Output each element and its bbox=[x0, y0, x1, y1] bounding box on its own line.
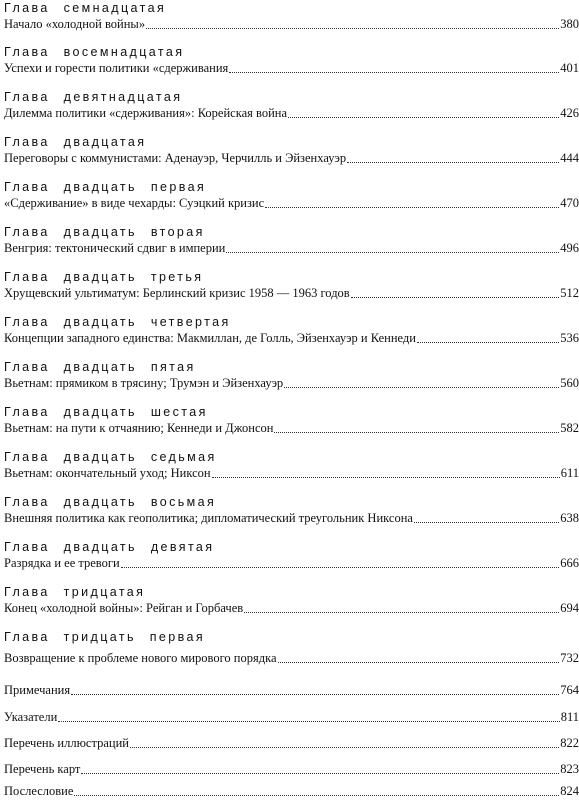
entry-title: Перечень иллюстраций bbox=[4, 736, 129, 750]
chapter-label: Глава двадцать пятая bbox=[4, 360, 196, 374]
page-number: 666 bbox=[560, 556, 579, 570]
chapter-title: Внешняя политика как геополитика; дипломатический треугольник Никсона bbox=[4, 511, 413, 525]
chapter-label: Глава семнадцатая bbox=[4, 1, 167, 15]
chapter-label: Глава двадцатая bbox=[4, 135, 147, 149]
dot-leader bbox=[130, 745, 559, 748]
toc-entry-indexes bbox=[4, 710, 579, 725]
dot-leader bbox=[212, 475, 560, 478]
dot-leader bbox=[146, 26, 559, 29]
entry-title: Указатели bbox=[4, 710, 58, 724]
chapter-title: Разрядка и ее тревоги bbox=[4, 556, 120, 570]
entry-title: Перечень карт bbox=[4, 762, 81, 776]
chapter-label: Глава тридцатая bbox=[4, 585, 146, 599]
page-number: 732 bbox=[560, 651, 579, 665]
chapter-label: Глава двадцать девятая bbox=[4, 540, 215, 554]
dot-leader bbox=[284, 385, 559, 388]
toc-entry-maps bbox=[4, 762, 579, 777]
chapter-title: Вьетнам: прямиком в трясину; Трумэн и Эйзенхауэр bbox=[4, 376, 284, 390]
chapter-title: Вьетнам: на пути к отчаянию; Кеннеди и Джонсон bbox=[4, 421, 274, 435]
dot-leader bbox=[278, 660, 560, 663]
dot-leader bbox=[121, 565, 560, 568]
dot-leader bbox=[81, 771, 559, 774]
page-number: 638 bbox=[560, 511, 579, 525]
page-number: 694 bbox=[560, 601, 579, 615]
page-number: 444 bbox=[560, 151, 579, 165]
chapter-entry bbox=[4, 511, 579, 526]
chapter-entry bbox=[4, 61, 579, 76]
entry-title: Примечания bbox=[4, 683, 71, 697]
dot-leader bbox=[71, 692, 559, 695]
page-number: 401 bbox=[560, 61, 579, 75]
toc-entry-illustrations bbox=[4, 736, 579, 751]
chapter-label: Глава двадцать третья bbox=[4, 270, 204, 284]
page-number: 822 bbox=[560, 736, 579, 750]
dot-leader bbox=[265, 205, 559, 208]
dot-leader bbox=[414, 520, 559, 523]
page-number: 470 bbox=[560, 196, 579, 210]
toc-entry-afterword bbox=[4, 784, 579, 799]
chapter-entry bbox=[4, 466, 579, 481]
chapter-title: Хрущевский ультиматум: Берлинский кризис 1958 — 1963 годов bbox=[4, 286, 350, 300]
chapter-entry bbox=[4, 421, 579, 436]
chapter-entry bbox=[4, 601, 579, 616]
dot-leader bbox=[74, 793, 559, 796]
chapter-title: Дилемма политики «сдерживания»: Корейская война bbox=[4, 106, 287, 120]
chapter-title: Успехи и горести политики «сдерживания bbox=[4, 61, 229, 75]
chapter-title: Конец «холодной войны»: Рейган и Горбачев bbox=[4, 601, 244, 615]
dot-leader bbox=[229, 70, 559, 73]
page-number: 380 bbox=[560, 17, 579, 31]
chapter-title: Концепции западного единства: Макмиллан, де Голль, Эйзенхауэр и Кеннеди bbox=[4, 331, 416, 345]
chapter-label: Глава двадцать четвертая bbox=[4, 315, 231, 329]
chapter-entry bbox=[4, 376, 579, 391]
chapter-title: Венгрия: тектонический сдвиг в империи bbox=[4, 241, 226, 255]
chapter-label: Глава двадцать вторая bbox=[4, 225, 205, 239]
page-number: 823 bbox=[560, 762, 579, 776]
chapter-label: Глава двадцать восьмая bbox=[4, 495, 217, 509]
chapter-label: Глава тридцать первая bbox=[4, 630, 206, 644]
chapter-entry bbox=[4, 17, 579, 32]
page-number: 512 bbox=[560, 286, 579, 300]
dot-leader bbox=[347, 160, 559, 163]
chapter-entry bbox=[4, 106, 579, 121]
chapter-label: Глава двадцать первая bbox=[4, 180, 207, 194]
dot-leader bbox=[244, 610, 559, 613]
dot-leader bbox=[417, 340, 559, 343]
page-number: 611 bbox=[560, 466, 579, 480]
dot-leader bbox=[226, 250, 559, 253]
dot-leader bbox=[288, 115, 559, 118]
chapter-title: Возвращение к проблеме нового мирового порядка bbox=[4, 651, 277, 665]
chapter-entry bbox=[4, 556, 579, 571]
chapter-entry bbox=[4, 196, 579, 211]
chapter-entry bbox=[4, 151, 579, 166]
dot-leader bbox=[274, 430, 559, 433]
chapter-label: Глава двадцать шестая bbox=[4, 405, 208, 419]
chapter-title: Переговоры с коммунистами: Аденауэр, Черчилль и Эйзенхауэр bbox=[4, 151, 347, 165]
chapter-entry bbox=[4, 651, 579, 666]
chapter-label: Глава двадцать седьмая bbox=[4, 450, 217, 464]
entry-title: Послесловие bbox=[4, 784, 74, 798]
page-number: 824 bbox=[560, 784, 579, 798]
chapter-title: Начало «холодной войны» bbox=[4, 17, 146, 31]
chapter-title: Вьетнам: окончательный уход; Никсон bbox=[4, 466, 211, 480]
page-number: 560 bbox=[560, 376, 579, 390]
page-number: 496 bbox=[560, 241, 579, 255]
dot-leader bbox=[351, 295, 560, 298]
page-number: 536 bbox=[560, 331, 579, 345]
toc-entry-notes bbox=[4, 683, 579, 698]
chapter-entry bbox=[4, 241, 579, 256]
chapter-label: Глава восемнадцатая bbox=[4, 45, 185, 59]
dot-leader bbox=[58, 719, 559, 722]
chapter-title: «Сдерживание» в виде чехарды: Суэцкий кризис bbox=[4, 196, 265, 210]
page-number: 811 bbox=[560, 710, 579, 724]
chapter-entry bbox=[4, 286, 579, 301]
page-number: 426 bbox=[560, 106, 579, 120]
page-number: 764 bbox=[560, 683, 579, 697]
chapter-entry bbox=[4, 331, 579, 346]
page-number: 582 bbox=[560, 421, 579, 435]
chapter-label: Глава девятнадцатая bbox=[4, 90, 183, 104]
